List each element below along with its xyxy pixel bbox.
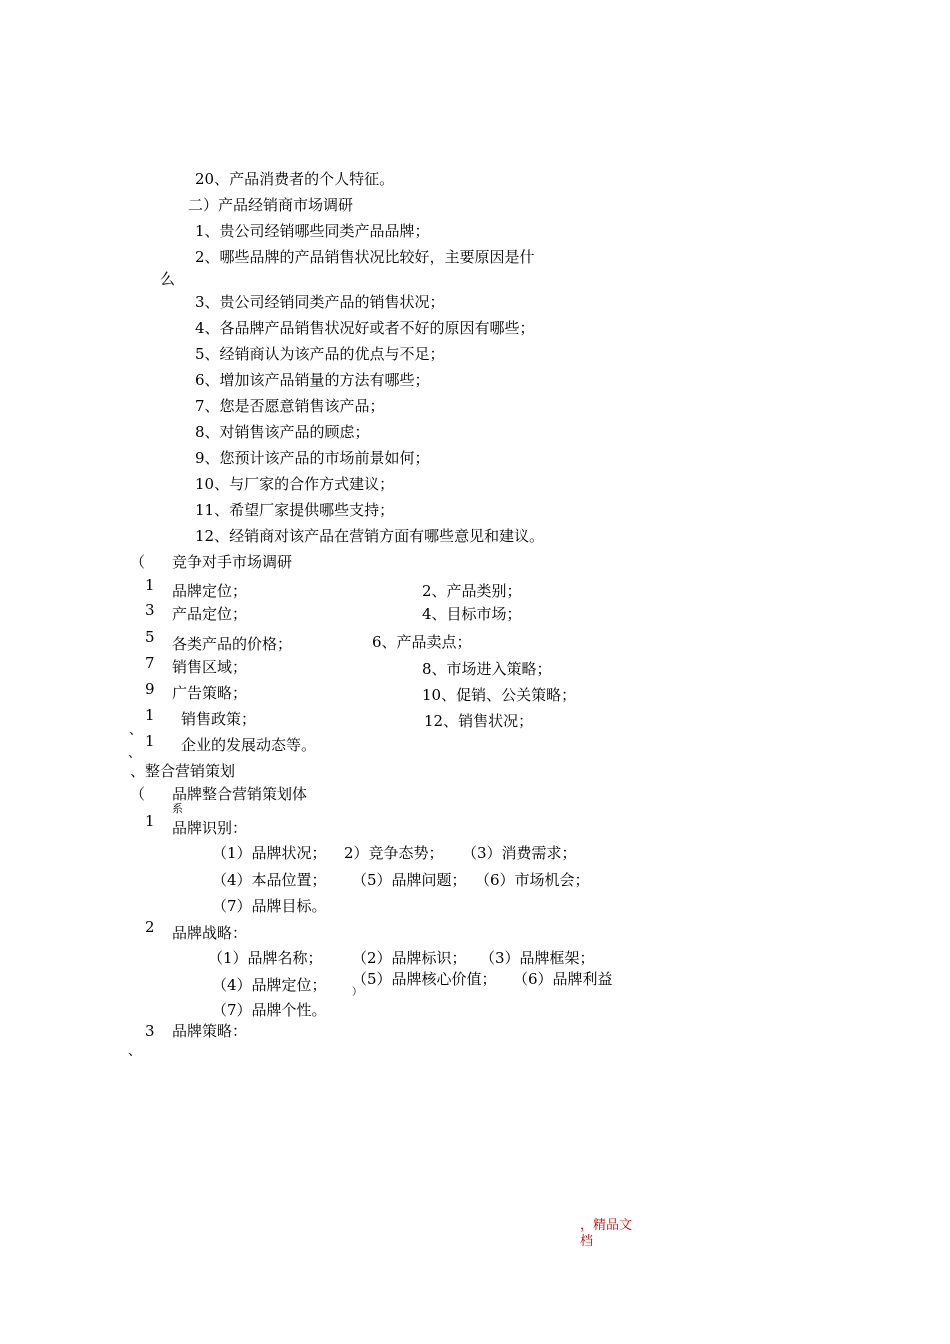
competitor-mark-1: 、 — [129, 723, 143, 738]
competitor-right-2: 4、目标市场； — [422, 605, 522, 623]
competitor-num-7: 1 — [145, 732, 155, 750]
identify-item-7: （7）品牌目标。 — [212, 897, 327, 915]
strategy-item-1: （1）品牌名称； — [208, 949, 323, 967]
marketing-sub-tail: 系 — [172, 802, 183, 815]
competitor-right-1: 2、产品类别； — [422, 582, 522, 600]
dealer-item-4: 4、各品牌产品销售状况好或者不好的原因有哪些； — [195, 319, 535, 337]
competitor-left-5: 广告策略； — [172, 684, 248, 702]
strategy-num: 2 — [145, 918, 155, 936]
dealer-item-5: 5、经销商认为该产品的优点与不足； — [195, 345, 445, 363]
strategy-tail: ） — [352, 987, 362, 998]
dealer-item-10: 10、与厂家的合作方式建议； — [195, 475, 395, 493]
competitor-num-2: 3 — [145, 601, 155, 619]
dealer-item-6: 6、增加该产品销量的方法有哪些； — [195, 371, 430, 389]
dealer-item-11: 11、希望厂家提供哪些支持； — [195, 501, 395, 519]
strategy-item-4: （4）品牌定位； — [212, 976, 327, 994]
dealer-item-2: 2、哪些品牌的产品销售状况比较好，主要原因是什 — [195, 248, 535, 266]
identify-item-4: （4）本品位置； — [212, 871, 327, 889]
identify-item-3: （3）消费需求； — [462, 844, 577, 862]
competitor-heading: 竞争对手市场调研 — [172, 553, 293, 571]
marketing-sub-heading: 品牌整合营销策划体 — [172, 785, 308, 803]
competitor-num-3: 5 — [145, 628, 155, 646]
dealer-item-7: 7、您是否愿意销售该产品； — [195, 397, 385, 415]
competitor-left-6: 销售政策； — [181, 710, 257, 728]
competitor-num-1: 1 — [145, 576, 155, 594]
competitor-left-3: 各类产品的价格； — [172, 635, 293, 653]
competitor-left-1: 品牌定位； — [172, 582, 248, 600]
strategy-item-6: （6）品牌利益 — [513, 970, 613, 988]
watermark-line-2: 档 — [580, 1234, 594, 1249]
competitor-num-6: 1 — [145, 706, 155, 724]
competitor-num-4: 7 — [145, 654, 155, 672]
competitor-left-7: 企业的发展动态等。 — [181, 736, 317, 754]
strategy-item-2: （2）品牌标识； — [352, 949, 467, 967]
consumer-item-20: 20、产品消费者的个人特征。 — [195, 170, 395, 188]
strategy-label: 品牌战略： — [172, 924, 248, 942]
competitor-right-3: 6、产品卖点； — [372, 633, 472, 651]
competitor-right-5: 10、促销、公关策略； — [422, 686, 577, 704]
marketing-heading: 、整合营销策划 — [130, 762, 236, 780]
dealer-item-8: 8、对销售该产品的顾虑； — [195, 423, 370, 441]
identify-item-1: （1）品牌状况； — [212, 844, 327, 862]
competitor-right-6: 12、销售状况； — [424, 712, 534, 730]
competitor-mark-2: 、 — [128, 746, 142, 761]
competitor-right-4: 8、市场进入策略； — [422, 660, 552, 678]
strategy-item-7: （7）品牌个性。 — [212, 1001, 327, 1019]
identify-item-5: （5）品牌问题； — [352, 871, 467, 889]
competitor-paren: （ — [130, 553, 146, 571]
identify-item-2: 2）竞争态势； — [344, 844, 444, 862]
competitor-left-4: 销售区域； — [172, 658, 248, 676]
identify-item-6: （6）市场机会； — [475, 871, 590, 889]
policy-num: 3 — [145, 1022, 155, 1040]
competitor-num-5: 9 — [145, 680, 155, 698]
strategy-item-5: （5）品牌核心价值； — [352, 970, 497, 988]
identify-label: 品牌识别： — [172, 819, 248, 837]
policy-mark: 、 — [128, 1044, 142, 1059]
policy-label: 品牌策略： — [172, 1022, 248, 1040]
competitor-left-2: 产品定位； — [172, 605, 248, 623]
dealer-item-1: 1、贵公司经销哪些同类产品品牌； — [195, 222, 430, 240]
dealer-item-3: 3、贵公司经销同类产品的销售状况； — [195, 293, 445, 311]
dealer-item-12: 12、经销商对该产品在营销方面有哪些意见和建议。 — [195, 527, 545, 545]
dealer-item-2-wrap: 么 — [160, 270, 176, 288]
watermark-line-1: ，精品文 — [580, 1218, 633, 1233]
marketing-sub-paren: （ — [130, 785, 146, 803]
dealer-item-9: 9、您预计该产品的市场前景如何； — [195, 449, 430, 467]
strategy-item-3: （3）品牌框架； — [480, 949, 595, 967]
identify-num: 1 — [145, 812, 155, 830]
dealer-heading: 二）产品经销商市场调研 — [188, 196, 354, 214]
